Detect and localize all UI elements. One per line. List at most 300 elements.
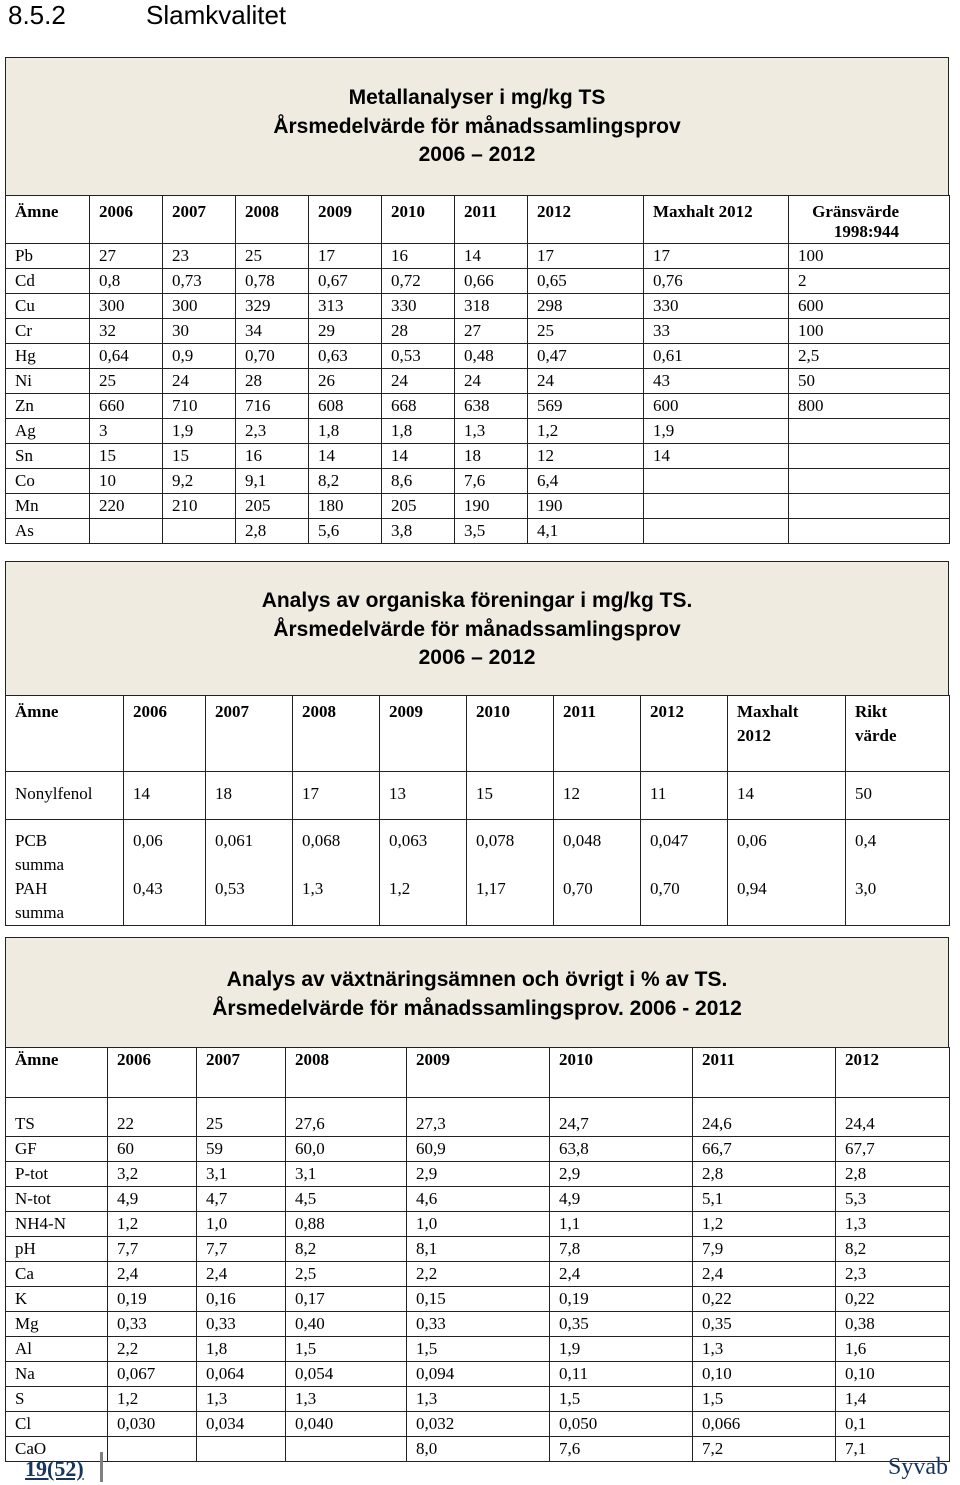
table-cell: 569 — [528, 394, 644, 419]
row-label: K — [6, 1287, 108, 1312]
row-label: Nonylfenol — [6, 772, 124, 820]
table-cell: 4,9 — [550, 1187, 693, 1212]
table-cell: 0,63 — [309, 344, 382, 369]
table-cell: 30 — [163, 319, 236, 344]
row-label: GF — [6, 1137, 108, 1162]
table-cell: 63,8 — [550, 1137, 693, 1162]
table-cell: 8,6 — [382, 469, 455, 494]
nutrients-table-title — [5, 937, 949, 1047]
table-cell: 600 — [789, 294, 950, 319]
table-cell: 1,2 — [389, 879, 411, 898]
footer-divider — [100, 1452, 103, 1482]
table-row — [6, 1412, 950, 1437]
table-cell: 210 — [163, 494, 236, 519]
table-cell: 26 — [309, 369, 382, 394]
table-cell: 24,7 — [550, 1098, 693, 1137]
row-label: Na — [6, 1362, 108, 1387]
table-cell: 2,5 — [286, 1262, 407, 1287]
row-label: Cu — [6, 294, 90, 319]
table-cell — [90, 519, 163, 544]
header-row — [6, 196, 950, 244]
row-label: Hg — [6, 344, 90, 369]
table-cell: 0,054 — [286, 1362, 407, 1387]
column-header: Ämne — [6, 196, 90, 244]
table-cell: 50 — [846, 772, 950, 820]
table-cell: 3,2 — [108, 1162, 197, 1187]
table-cell: 67,7 — [836, 1137, 950, 1162]
table-cell: 15 — [163, 444, 236, 469]
table-cell: 15 — [467, 772, 554, 820]
table-cell: 180 — [309, 494, 382, 519]
table-cell: 1,2 — [108, 1387, 197, 1412]
table-row — [6, 294, 950, 319]
table-cell: 2 — [789, 269, 950, 294]
organics-table — [5, 695, 950, 926]
column-header: 2006 — [124, 696, 206, 772]
table-row-group — [6, 820, 950, 926]
table-cell: 27,3 — [407, 1098, 550, 1137]
row-label: Zn — [6, 394, 90, 419]
table-cell: 2,9 — [407, 1162, 550, 1187]
table-row — [6, 1362, 950, 1387]
table-cell: 60,9 — [407, 1137, 550, 1162]
table-cell: 0,67 — [309, 269, 382, 294]
table-cell: 3,1 — [197, 1162, 286, 1187]
table-cell: 25 — [197, 1098, 286, 1137]
row-label: PCB summa — [15, 831, 65, 874]
table-cell: 0,047 — [650, 831, 689, 850]
table-cell: 638 — [455, 394, 528, 419]
table-cell: 2,3 — [836, 1262, 950, 1287]
page-number: 19(52) — [25, 1456, 84, 1481]
table-cell: 0,067 — [108, 1362, 197, 1387]
table-cell: 18 — [206, 772, 293, 820]
row-label: Pb — [6, 244, 90, 269]
table-cell: 0,70 — [650, 879, 680, 898]
table-cell: 2,4 — [693, 1262, 836, 1287]
table-cell: 3,1 — [286, 1162, 407, 1187]
table-cell: 0,47 — [528, 344, 644, 369]
row-label: Cd — [6, 269, 90, 294]
table-cell: 318 — [455, 294, 528, 319]
column-header: 2010 — [382, 196, 455, 244]
table-cell: 0,94 — [737, 879, 767, 898]
row-label: Ca — [6, 1262, 108, 1287]
table-cell: 8,2 — [309, 469, 382, 494]
table-cell: 14 — [382, 444, 455, 469]
table-row — [6, 772, 950, 820]
table-cell: 28 — [382, 319, 455, 344]
table-cell: 24 — [528, 369, 644, 394]
table-cell: 24 — [163, 369, 236, 394]
table-cell: 9,1 — [236, 469, 309, 494]
table-cell: 24,6 — [693, 1098, 836, 1137]
table-cell: 205 — [382, 494, 455, 519]
table-cell: 4,7 — [197, 1187, 286, 1212]
table-cell: 0,48 — [455, 344, 528, 369]
table-cell-group — [293, 820, 380, 926]
column-header: 2007 — [163, 196, 236, 244]
table-cell: 29 — [309, 319, 382, 344]
table-cell: 1,4 — [836, 1387, 950, 1412]
table-cell: 300 — [90, 294, 163, 319]
table-row — [6, 1337, 950, 1362]
table-cell: 0,15 — [407, 1287, 550, 1312]
table-cell: 17 — [644, 244, 789, 269]
table-cell: 0,22 — [836, 1287, 950, 1312]
table-cell: 24 — [455, 369, 528, 394]
table-row — [6, 1237, 950, 1262]
table-cell: 0,22 — [693, 1287, 836, 1312]
table-cell: 50 — [789, 369, 950, 394]
table-cell: 0,1 — [836, 1412, 950, 1437]
table-cell: 12 — [554, 772, 641, 820]
table-cell: 0,43 — [133, 879, 163, 898]
table-cell: 0,78 — [236, 269, 309, 294]
table-cell: 0,70 — [236, 344, 309, 369]
table-cell: 7,8 — [550, 1237, 693, 1262]
column-header: 2010 — [467, 696, 554, 772]
table-row — [6, 419, 950, 444]
table-cell: 0,06 — [737, 831, 767, 850]
table-cell: 7,6 — [455, 469, 528, 494]
row-label: Cl — [6, 1412, 108, 1437]
column-header: 2007 — [197, 1048, 286, 1098]
table-row — [6, 1098, 950, 1137]
table-cell: 4,1 — [528, 519, 644, 544]
table-cell: 0,063 — [389, 831, 428, 850]
table-cell: 25 — [90, 369, 163, 394]
table-cell: 0,06 — [133, 831, 163, 850]
row-label: Ag — [6, 419, 90, 444]
table-cell: 16 — [382, 244, 455, 269]
table-cell: 0,40 — [286, 1312, 407, 1337]
table-cell: 1,3 — [693, 1337, 836, 1362]
table-cell: 298 — [528, 294, 644, 319]
table-row — [6, 1187, 950, 1212]
column-header: Maxhalt 2012 — [728, 696, 846, 772]
table-cell: 0,53 — [215, 879, 245, 898]
table-cell: 0,19 — [550, 1287, 693, 1312]
table-cell: 0,35 — [550, 1312, 693, 1337]
table-cell-group — [467, 820, 554, 926]
table-cell: 8,0 — [407, 1437, 550, 1462]
table-cell: 2,3 — [236, 419, 309, 444]
table-cell: 313 — [309, 294, 382, 319]
table-cell: 25 — [528, 319, 644, 344]
table-cell: 1,2 — [693, 1212, 836, 1237]
table-cell: 17 — [293, 772, 380, 820]
table-cell: 2,8 — [236, 519, 309, 544]
table-cell: 14 — [455, 244, 528, 269]
table-cell: 5,3 — [836, 1187, 950, 1212]
table-cell: 7,7 — [197, 1237, 286, 1262]
table-cell: 14 — [124, 772, 206, 820]
row-label: N-tot — [6, 1187, 108, 1212]
table-cell: 8,2 — [836, 1237, 950, 1262]
table-row — [6, 244, 950, 269]
table-cell: 0,73 — [163, 269, 236, 294]
column-header: 2010 — [550, 1048, 693, 1098]
table-row — [6, 344, 950, 369]
table-cell: 600 — [644, 394, 789, 419]
table-cell: 23 — [163, 244, 236, 269]
organics-table-title — [5, 561, 949, 695]
table-row — [6, 1262, 950, 1287]
table-cell: 1,3 — [302, 879, 324, 898]
table-row — [6, 469, 950, 494]
table-cell — [644, 519, 789, 544]
row-label: TS — [6, 1098, 108, 1137]
table-cell: 27 — [90, 244, 163, 269]
table-cell — [789, 469, 950, 494]
organics-title-line: Analys av organiska föreningar i mg/kg TS. — [261, 589, 693, 612]
table-cell: 43 — [644, 369, 789, 394]
table-cell: 15 — [90, 444, 163, 469]
column-header: 2009 — [309, 196, 382, 244]
table-cell: 7,2 — [693, 1437, 836, 1462]
table-cell: 6,4 — [528, 469, 644, 494]
table-cell: 1,2 — [108, 1212, 197, 1237]
table-cell: 0,17 — [286, 1287, 407, 1312]
organics-title-line: Årsmedelvärde för månadssamlingsprov — [273, 617, 681, 641]
table-row — [6, 1387, 950, 1412]
table-cell: 1,5 — [286, 1337, 407, 1362]
row-label: As — [6, 519, 90, 544]
table-cell: 0,9 — [163, 344, 236, 369]
table-cell: 18 — [455, 444, 528, 469]
table-cell: 0,11 — [550, 1362, 693, 1387]
table-cell: 2,2 — [407, 1262, 550, 1287]
table-cell: 7,6 — [550, 1437, 693, 1462]
table-cell: 2,4 — [197, 1262, 286, 1287]
table-cell: 2,2 — [108, 1337, 197, 1362]
table-cell: 0,8 — [90, 269, 163, 294]
column-header: 2012 — [528, 196, 644, 244]
table-cell: 59 — [197, 1137, 286, 1162]
table-cell-group — [206, 820, 293, 926]
table-cell: 25 — [236, 244, 309, 269]
table-cell: 11 — [641, 772, 728, 820]
row-label: S — [6, 1387, 108, 1412]
nutrients-table — [5, 1047, 950, 1462]
table-cell: 60,0 — [286, 1137, 407, 1162]
column-header: 2008 — [236, 196, 309, 244]
table-cell: 1,9 — [644, 419, 789, 444]
header-row — [6, 696, 950, 772]
table-cell: 1,9 — [550, 1337, 693, 1362]
table-cell: 0,33 — [108, 1312, 197, 1337]
column-header: 2008 — [286, 1048, 407, 1098]
column-header: 2006 — [108, 1048, 197, 1098]
table-cell: 10 — [90, 469, 163, 494]
table-cell: 716 — [236, 394, 309, 419]
column-header: 2009 — [407, 1048, 550, 1098]
table-cell: 7,7 — [108, 1237, 197, 1262]
section-heading — [8, 0, 286, 30]
table-cell: 205 — [236, 494, 309, 519]
table-cell: 1,3 — [197, 1387, 286, 1412]
table-cell — [789, 494, 950, 519]
row-label: CaO — [6, 1437, 108, 1462]
table-cell: 7,9 — [693, 1237, 836, 1262]
metals-title-line: Metallanalyser i mg/kg TS — [348, 86, 606, 109]
table-cell: 1,5 — [693, 1387, 836, 1412]
table-cell: 1,2 — [528, 419, 644, 444]
row-label: Al — [6, 1337, 108, 1362]
table-cell: 0,078 — [476, 831, 515, 850]
column-header: Rikt värde — [846, 696, 950, 772]
organics-title-line: 2006 – 2012 — [418, 646, 536, 669]
table-cell: 0,19 — [108, 1287, 197, 1312]
table-cell: 0,4 — [855, 831, 877, 850]
table-cell: 2,8 — [693, 1162, 836, 1187]
table-cell: 0,032 — [407, 1412, 550, 1437]
table-cell-group — [380, 820, 467, 926]
column-header: 2006 — [90, 196, 163, 244]
table-cell: 2,8 — [836, 1162, 950, 1187]
column-header: Ämne — [6, 1048, 108, 1098]
table-cell: 8,1 — [407, 1237, 550, 1262]
table-row — [6, 519, 950, 544]
row-label: Mn — [6, 494, 90, 519]
table-cell: 2,9 — [550, 1162, 693, 1187]
table-cell: 300 — [163, 294, 236, 319]
table-cell: 14 — [644, 444, 789, 469]
table-cell: 1,1 — [550, 1212, 693, 1237]
table-cell — [644, 469, 789, 494]
row-label: pH — [6, 1237, 108, 1262]
table-cell-group — [554, 820, 641, 926]
table-row — [6, 369, 950, 394]
table-row — [6, 319, 950, 344]
nutrients-title-line: Årsmedelvärde för månadssamlingsprov. 2006 - 2012 — [212, 996, 742, 1020]
row-label: Co — [6, 469, 90, 494]
table-row — [6, 394, 950, 419]
table-cell: 220 — [90, 494, 163, 519]
table-cell: 2,5 — [789, 344, 950, 369]
table-cell: 0,76 — [644, 269, 789, 294]
page-footer — [0, 1448, 960, 1485]
table-cell: 0,70 — [563, 879, 593, 898]
table-cell: 1,5 — [407, 1337, 550, 1362]
row-label: Mg — [6, 1312, 108, 1337]
table-cell: 0,10 — [836, 1362, 950, 1387]
table-cell: 33 — [644, 319, 789, 344]
table-cell: 190 — [528, 494, 644, 519]
table-cell: 1,0 — [407, 1212, 550, 1237]
table-cell — [789, 519, 950, 544]
metals-table — [5, 195, 950, 544]
table-cell: 100 — [789, 244, 950, 269]
table-row — [6, 1162, 950, 1187]
column-header: 2011 — [554, 696, 641, 772]
table-cell: 0,38 — [836, 1312, 950, 1337]
table-cell: 0,068 — [302, 831, 341, 850]
header-row — [6, 1048, 950, 1098]
table-cell: 5,6 — [309, 519, 382, 544]
metals-title-line: 2006 – 2012 — [418, 143, 536, 166]
table-cell: 0,33 — [197, 1312, 286, 1337]
table-cell: 1,8 — [309, 419, 382, 444]
column-header: Ämne — [6, 696, 124, 772]
table-cell: 1,5 — [550, 1387, 693, 1412]
table-cell — [163, 519, 236, 544]
column-header: 2011 — [693, 1048, 836, 1098]
table-cell: 1,3 — [455, 419, 528, 444]
table-cell: 0,65 — [528, 269, 644, 294]
table-cell: 1,6 — [836, 1337, 950, 1362]
row-label: P-tot — [6, 1162, 108, 1187]
table-cell: 2,4 — [550, 1262, 693, 1287]
table-cell: 0,64 — [90, 344, 163, 369]
table-cell: 660 — [90, 394, 163, 419]
table-cell: 0,040 — [286, 1412, 407, 1437]
table-cell: 1,8 — [197, 1337, 286, 1362]
table-cell: 329 — [236, 294, 309, 319]
table-cell: 0,094 — [407, 1362, 550, 1387]
metals-title-line: Årsmedelvärde för månadssamlingsprov — [273, 114, 681, 138]
table-cell: 24,4 — [836, 1098, 950, 1137]
table-cell: 0,10 — [693, 1362, 836, 1387]
row-label: NH4-N — [6, 1212, 108, 1237]
column-header: 2012 — [641, 696, 728, 772]
table-cell: 13 — [380, 772, 467, 820]
column-header: 2008 — [293, 696, 380, 772]
row-label: Ni — [6, 369, 90, 394]
table-cell: 0,53 — [382, 344, 455, 369]
column-header: 2009 — [380, 696, 467, 772]
column-header: 2011 — [455, 196, 528, 244]
table-cell: 66,7 — [693, 1137, 836, 1162]
metals-table-title — [5, 57, 949, 195]
table-cell-group — [846, 820, 950, 926]
table-cell — [644, 494, 789, 519]
nutrients-title-line: Analys av växtnäringsämnen och övrigt i % av TS. — [226, 968, 728, 991]
table-cell: 0,33 — [407, 1312, 550, 1337]
table-cell: 60 — [108, 1137, 197, 1162]
table-cell: 14 — [728, 772, 846, 820]
nutrients-table-block — [5, 937, 949, 1462]
section-number: 8.5.2 — [8, 0, 66, 30]
table-cell: 3,0 — [855, 879, 877, 898]
column-header: Gränsvärde 1998:944 — [789, 196, 950, 244]
table-cell: 0,72 — [382, 269, 455, 294]
table-cell: 5,1 — [693, 1187, 836, 1212]
brand-name: Syvab — [888, 1454, 948, 1480]
table-cell: 0,030 — [108, 1412, 197, 1437]
table-cell: 32 — [90, 319, 163, 344]
table-cell: 34 — [236, 319, 309, 344]
row-label: Cr — [6, 319, 90, 344]
table-cell-group — [728, 820, 846, 926]
section-title: Slamkvalitet — [146, 0, 287, 30]
table-cell: 710 — [163, 394, 236, 419]
table-row — [6, 1212, 950, 1237]
table-row — [6, 1287, 950, 1312]
table-cell: 1,9 — [163, 419, 236, 444]
table-row — [6, 1137, 950, 1162]
row-label: Sn — [6, 444, 90, 469]
table-cell: 24 — [382, 369, 455, 394]
table-cell: 0,066 — [693, 1412, 836, 1437]
table-cell: 1,3 — [407, 1387, 550, 1412]
table-cell — [789, 419, 950, 444]
table-cell: 16 — [236, 444, 309, 469]
table-cell: 8,2 — [286, 1237, 407, 1262]
table-cell: 330 — [644, 294, 789, 319]
table-cell: 27,6 — [286, 1098, 407, 1137]
